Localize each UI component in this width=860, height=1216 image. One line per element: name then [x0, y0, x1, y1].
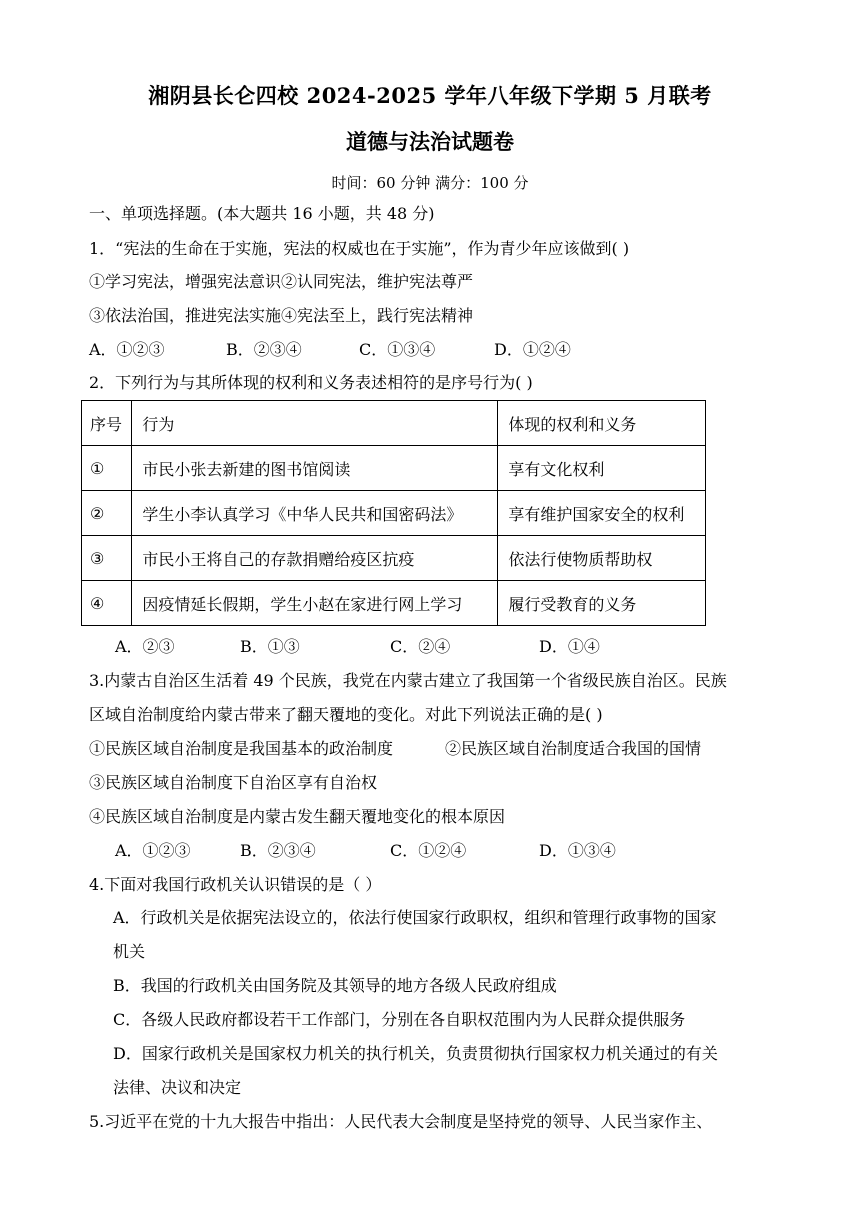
table-cell: 依法行使物质帮助权	[498, 536, 706, 581]
q3-statement: ②民族区域自治制度适合我国的国情	[445, 739, 702, 758]
table-row	[82, 536, 706, 581]
q3-stem: 3.内蒙古自治区生活着 49 个民族，我党在内蒙古建立了我国第一个省级民族自治区。民族	[89, 671, 727, 690]
section-heading: 一、单项选择题。(本大题共 16 小题，共 48 分)	[89, 204, 435, 223]
q2-stem: 2．下列行为与其所体现的权利和义务表述相符的是序号行为( )	[89, 373, 533, 392]
table-header-cell: 行为	[132, 401, 498, 446]
q3-option-b: B．②③④	[240, 841, 316, 860]
table-cell: ②	[82, 491, 132, 536]
table-cell: 因疫情延长假期，学生小赵在家进行网上学习	[132, 581, 498, 626]
q3-statement: ①民族区域自治制度是我国基本的政治制度	[89, 739, 394, 758]
exam-time-info: 时间：60 分钟 满分：100 分	[331, 174, 529, 192]
q1-option-a: A．①②③	[89, 340, 165, 359]
exam-title: 湘阴县长仑四校 2024-2025 学年八年级下学期 5 月联考	[148, 83, 712, 108]
table-cell: 市民小王将自己的存款捐赠给疫区抗疫	[132, 536, 498, 581]
q3-statement: ③民族区域自治制度下自治区享有自治权	[89, 773, 378, 792]
q1-option-d: D．①②④	[494, 340, 571, 359]
table-row	[82, 491, 706, 536]
q5-stem: 5.习近平在党的十九大报告中指出：人民代表大会制度是坚持党的领导、人民当家作主、	[89, 1112, 713, 1131]
q2-option-d: D．①④	[539, 637, 600, 656]
q4-option-c: C．各级人民政府都设若干工作部门，分别在各自职权范围内为人民群众提供服务	[113, 1010, 686, 1029]
q1-statement: ①学习宪法，增强宪法意识②认同宪法，维护宪法尊严	[89, 272, 474, 291]
q4-option-b: B．我国的行政机关由国务院及其领导的地方各级人民政府组成	[113, 976, 557, 995]
q3-option-d: D．①③④	[539, 841, 616, 860]
table-cell: 履行受教育的义务	[498, 581, 706, 626]
table-cell: ①	[82, 446, 132, 491]
table-cell: 享有文化权利	[498, 446, 706, 491]
table-row	[82, 581, 706, 626]
table-row	[82, 446, 706, 491]
table-cell: 学生小李认真学习《中华人民共和国密码法》	[132, 491, 498, 536]
q4-option-a: 机关	[113, 942, 146, 961]
q4-option-a: A．行政机关是依据宪法设立的，依法行使国家行政职权，组织和管理行政事物的国家	[113, 908, 717, 927]
table-cell: ③	[82, 536, 132, 581]
q2-option-b: B．①③	[240, 637, 300, 656]
q3-statement: ④民族区域自治制度是内蒙古发生翻天覆地变化的根本原因	[89, 807, 506, 826]
q2-table	[81, 400, 706, 626]
q1-option-b: B．②③④	[226, 340, 302, 359]
q1-option-c: C．①③④	[359, 340, 436, 359]
table-cell: 享有维护国家安全的权利	[498, 491, 706, 536]
exam-subject-title: 道德与法治试题卷	[346, 129, 514, 154]
q4-stem: 4.下面对我国行政机关认识错误的是（ ）	[89, 875, 382, 894]
table-header-row	[82, 401, 706, 446]
table-cell: ④	[82, 581, 132, 626]
table-header-cell: 体现的权利和义务	[498, 401, 706, 446]
q1-statement: ③依法治国，推进宪法实施④宪法至上，践行宪法精神	[89, 306, 474, 325]
q3-option-a: A．①②③	[115, 841, 191, 860]
table-header-cell: 序号	[82, 401, 132, 446]
q4-option-d: D．国家行政机关是国家权力机关的执行机关，负责贯彻执行国家权力机关通过的有关	[113, 1044, 718, 1063]
q3-option-c: C．①②④	[390, 841, 467, 860]
q2-option-a: A．②③	[115, 637, 175, 656]
q3-stem: 区域自治制度给内蒙古带来了翻天覆地的变化。对此下列说法正确的是( )	[89, 705, 603, 724]
q2-option-c: C．②④	[390, 637, 451, 656]
q4-option-d: 法律、决议和决定	[113, 1078, 242, 1097]
q1-stem: 1．“宪法的生命在于实施，宪法的权威也在于实施”，作为青少年应该做到( )	[89, 239, 630, 258]
table-cell: 市民小张去新建的图书馆阅读	[132, 446, 498, 491]
